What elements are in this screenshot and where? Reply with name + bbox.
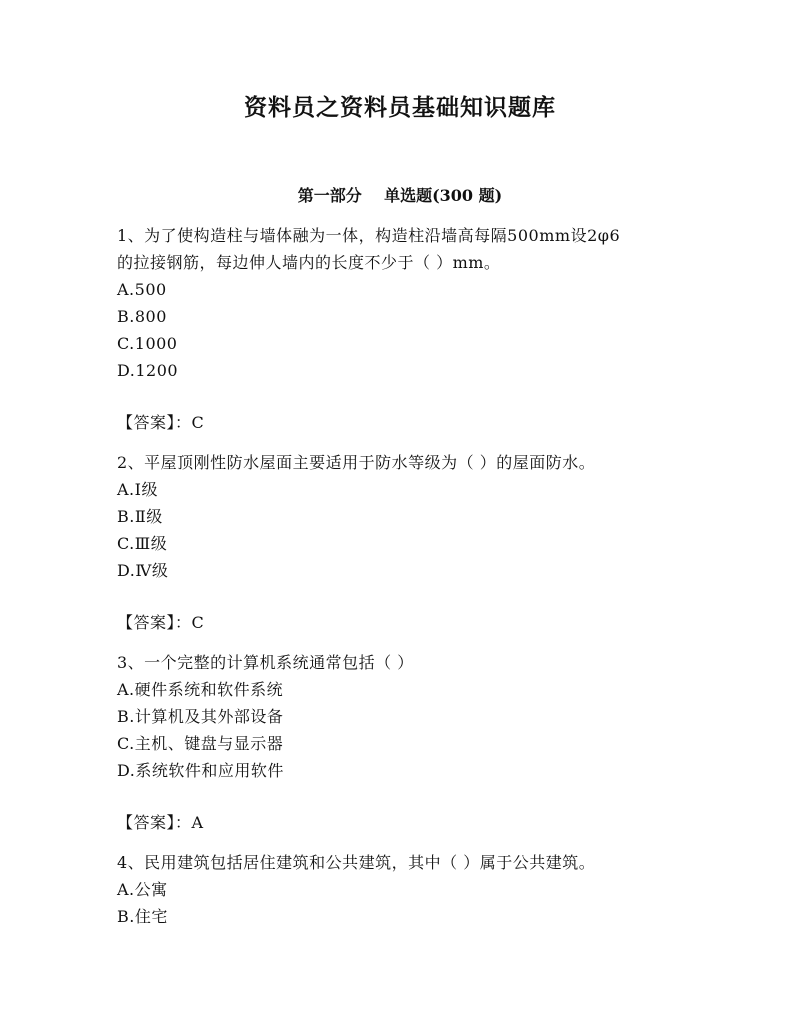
option-d: D.Ⅳ级 [117,561,169,580]
answer-line [117,609,677,636]
answer-value: C [191,413,205,432]
option-b: B.住宅 [117,907,168,926]
option-a: A.500 [117,280,167,299]
question-2 [117,449,677,636]
answer-line [117,409,677,436]
question-1 [117,222,677,436]
question-3 [117,649,677,836]
option-d: D.1200 [117,361,179,380]
answer-value: C [191,613,205,632]
question-list [117,222,677,930]
question-stem: 4、民用建筑包括居住建筑和公共建筑，其中（ ）属于公共建筑。 [117,853,596,872]
answer-line [117,809,677,836]
question-stem: 2、平屋顶刚性防水屋面主要适用于防水等级为（ ）的屋面防水。 [117,453,596,472]
question-4 [117,849,677,930]
option-d: D.系统软件和应用软件 [117,761,284,780]
option-a: A.公寓 [117,880,168,899]
option-c: C.1000 [117,334,178,353]
answer-label: 【答案】： [117,613,192,632]
document-title: 资料员之资料员基础知识题库 [244,94,556,121]
option-c: C.Ⅲ级 [117,534,168,553]
question-stem: 1、为了使构造柱与墙体融为一体，构造柱沿墙高每隔500mm设2φ6 [117,226,621,245]
question-stem: 3、一个完整的计算机系统通常包括（ ） [117,653,414,672]
question-stem-continued: 的拉接钢筋，每边伸人墙内的长度不少于（ ）mm。 [117,253,501,272]
option-b: B.计算机及其外部设备 [117,707,284,726]
option-c: C.主机、键盘与显示器 [117,734,284,753]
answer-label: 【答案】： [117,413,192,432]
option-b: B.Ⅱ级 [117,507,163,526]
option-b: B.800 [117,307,167,326]
option-a: A.Ⅰ级 [117,480,158,499]
section-title: 第一部分 单选题(300 题) [297,186,503,205]
answer-value: A [191,813,204,832]
answer-label: 【答案】： [117,813,192,832]
option-a: A.硬件系统和软件系统 [117,680,284,699]
